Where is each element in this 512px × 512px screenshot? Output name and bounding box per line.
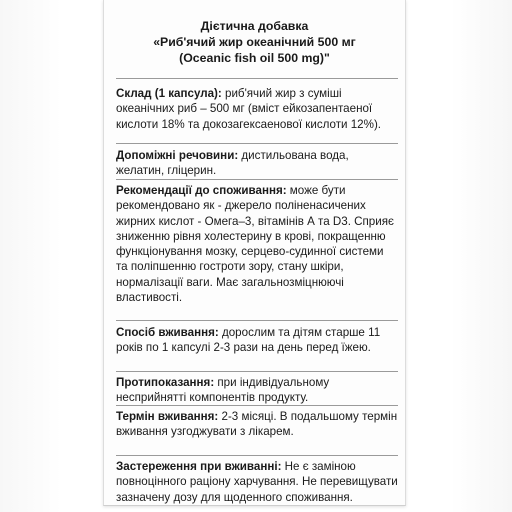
product-title-line-2: «Риб'ячий жир океанічний 500 мг bbox=[153, 35, 356, 49]
product-title-line-3: (Oceanic fish oil 500 mg)" bbox=[179, 51, 330, 65]
composition-label: Склад (1 капсула): bbox=[116, 87, 222, 100]
contraindications-text: при індивідуальному несприйнятті компонентів продукту. bbox=[116, 376, 330, 405]
divider bbox=[116, 455, 398, 456]
term-text: 2-3 місяці. В подальшому термін вживання узгоджувати з лікарем. bbox=[116, 410, 398, 439]
divider bbox=[116, 179, 398, 180]
product-box-panel bbox=[103, 0, 406, 506]
product-title-line-1: Дієтична добавка bbox=[200, 19, 309, 33]
divider bbox=[116, 371, 398, 372]
divider bbox=[116, 143, 398, 144]
contraindications-label: Протипоказання: bbox=[116, 376, 215, 389]
warnings-section bbox=[116, 459, 398, 505]
divider bbox=[116, 78, 398, 79]
divider bbox=[116, 320, 398, 321]
term-section bbox=[116, 409, 398, 440]
product-title bbox=[104, 18, 405, 66]
divider bbox=[116, 405, 398, 406]
composition-text: риб'ячий жир з суміші океанічних риб – 500 мг (вміст ейкозапентаеної кислоти 18% та докозагексаенової кислоти 12%). bbox=[116, 87, 382, 131]
auxiliary-label: Допоміжні речовини: bbox=[116, 149, 239, 162]
usage-section bbox=[116, 325, 398, 356]
auxiliary-text: дистильована вода, желатин, гліцерин. bbox=[116, 149, 349, 178]
recommendations-section bbox=[116, 183, 398, 305]
recommendations-text: може бути рекомендовано як - джерело поліненасичених жирних кислот - Омега–3, вітамінів А та D3. Сприяє зниженню рівня холестерину в крові, покращенню функціонування мозку, серцево-судинної системи та поліпшенню гостроти зору, стану шкіри, нормалізації ваги. Має загальнозміцнюючі властивості. bbox=[116, 184, 394, 305]
term-label: Термін вживання: bbox=[116, 410, 219, 423]
warnings-label: Застереження при вживанні: bbox=[116, 460, 282, 473]
usage-label: Спосіб вживання: bbox=[116, 326, 219, 339]
recommendations-label: Рекомендації до споживання: bbox=[116, 184, 287, 197]
composition-section bbox=[116, 86, 398, 132]
usage-text: дорослим та дітям старше 11 років по 1 капсулі 2-3 рази на день перед їжею. bbox=[116, 326, 381, 355]
contraindications-section bbox=[116, 375, 398, 406]
warnings-text: Не є заміною повноцінного раціону харчування. Не перевищувати зазначену дозу для щоденного споживання. bbox=[116, 460, 398, 504]
auxiliary-section bbox=[116, 148, 398, 179]
